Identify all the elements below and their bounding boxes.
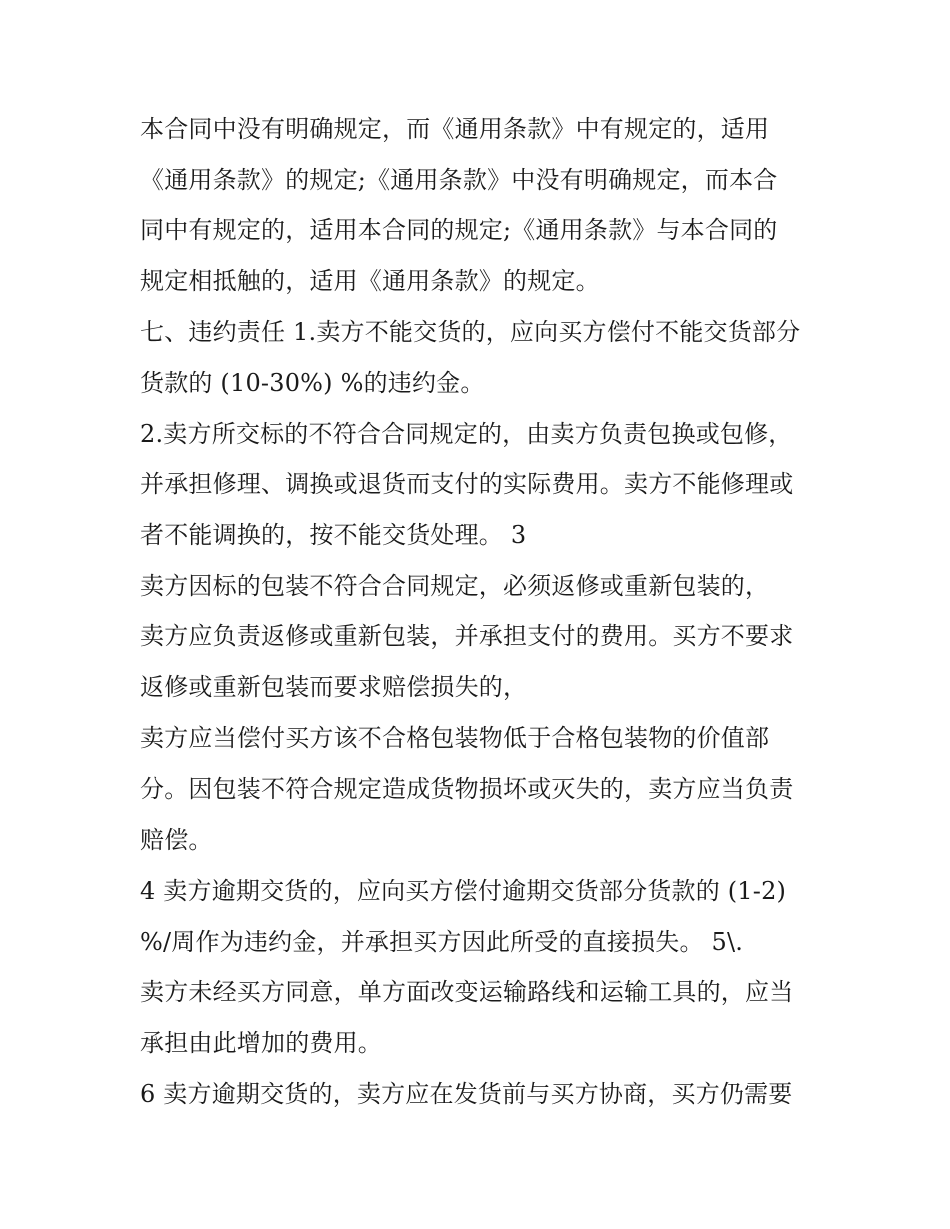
text-line: 分。因包装不符合规定造成货物损坏或灭失的，卖方应当负责 bbox=[140, 775, 794, 803]
text-line: 卖方未经买方同意，单方面改变运输路线和运输工具的，应当 bbox=[140, 978, 794, 1006]
text-line: 同中有规定的，适用本合同的规定;《通用条款》与本合同的 bbox=[140, 216, 778, 244]
text-line: 2.卖方所交标的不符合合同规定的，由卖方负责包换或包修， bbox=[140, 420, 793, 448]
text-line: 卖方应当偿付买方该不合格包装物低于合格包装物的价值部 bbox=[140, 724, 770, 752]
text-line: 本合同中没有明确规定，而《通用条款》中有规定的，适用 bbox=[140, 115, 770, 143]
text-line: %/周作为违约金，并承担买方因此所受的直接损失。 5\. bbox=[140, 928, 744, 956]
text-line: 并承担修理、调换或退货而支付的实际费用。卖方不能修理或 bbox=[140, 470, 794, 498]
text-line: 6 卖方逾期交货的，卖方应在发货前与买方协商，买方仍需要 bbox=[140, 1080, 793, 1108]
text-line: 4 卖方逾期交货的，应向买方偿付逾期交货部分货款的 (1-2) bbox=[140, 877, 787, 905]
text-line: 者不能调换的，按不能交货处理。 3 bbox=[140, 521, 527, 549]
text-line: 《通用条款》的规定;《通用条款》中没有明确规定，而本合 bbox=[140, 166, 778, 194]
text-line: 赔偿。 bbox=[140, 826, 213, 854]
text-line: 七、违约责任 1.卖方不能交货的，应向买方偿付不能交货部分 bbox=[140, 318, 801, 346]
text-line: 承担由此增加的费用。 bbox=[140, 1029, 382, 1057]
text-line: 规定相抵触的，适用《通用条款》的规定。 bbox=[140, 267, 600, 295]
text-line: 货款的 (10-30%) %的违约金。 bbox=[140, 369, 485, 397]
text-line: 卖方因标的包装不符合合同规定，必须返修或重新包装的， bbox=[140, 572, 770, 600]
text-line: 返修或重新包装而要求赔偿损失的， bbox=[140, 673, 528, 701]
text-line: 卖方应负责返修或重新包装，并承担支付的费用。买方不要求 bbox=[140, 622, 794, 650]
